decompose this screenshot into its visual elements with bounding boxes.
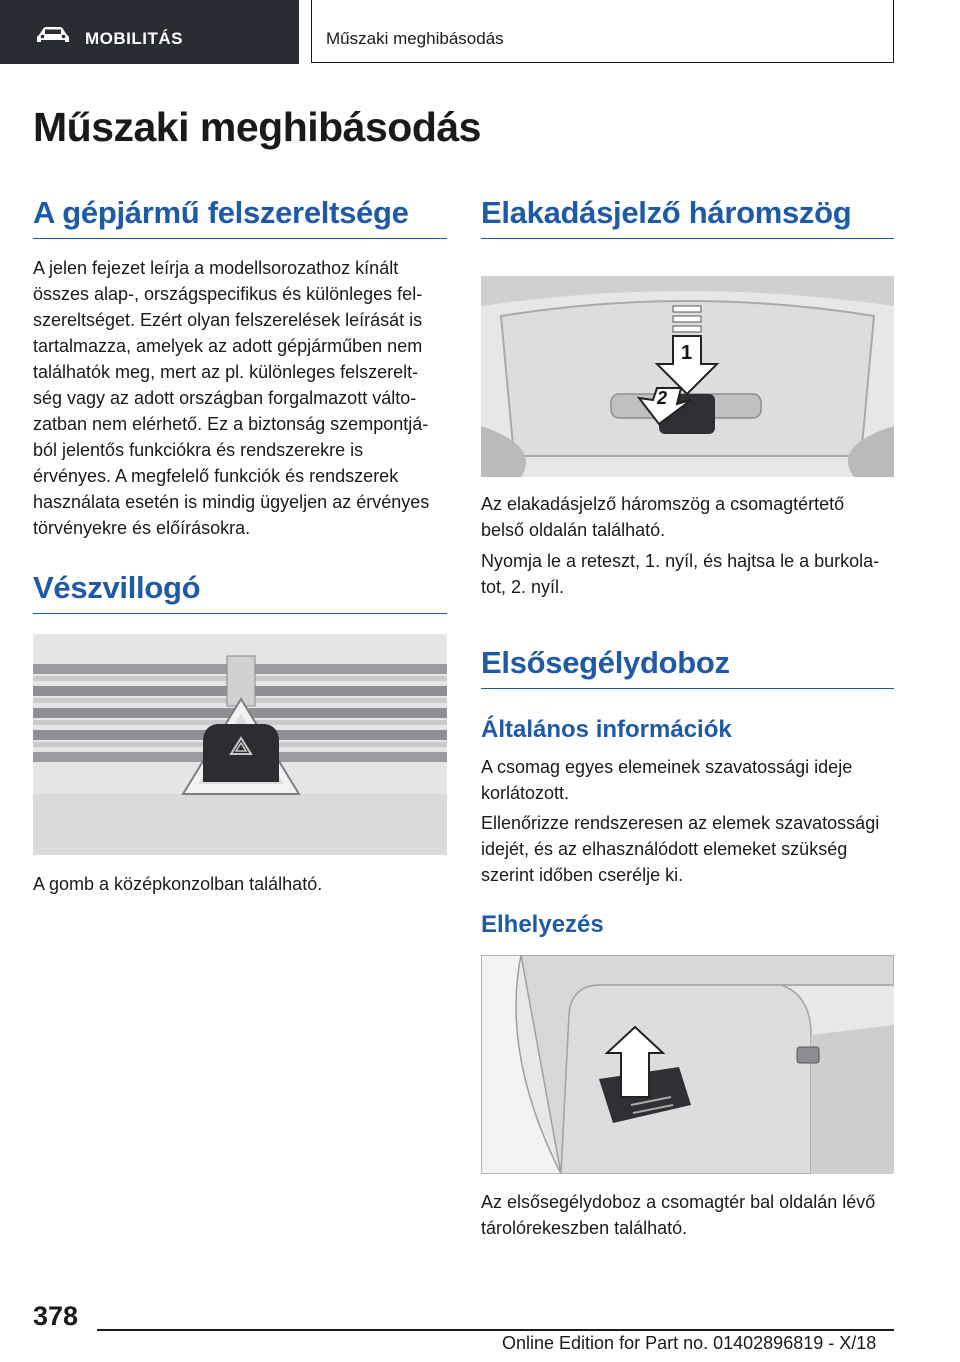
general-info-heading: Általános információk — [481, 716, 732, 743]
general-info-line: korlátozott. — [481, 783, 570, 803]
first-aid-heading: Elsősegélydoboz — [481, 645, 894, 689]
equipment-line: ból jelentős funkciókra és rendszerekre is — [33, 440, 364, 460]
location-caption-line: tárolórekeszben található. — [481, 1218, 688, 1238]
triangle-caption-instructions — [481, 548, 879, 600]
header-title: Műszaki meghibásodás — [326, 29, 504, 48]
equipment-line: érvényes. A megfelelő funkciók és rendszerek — [33, 466, 399, 486]
footer-divider — [97, 1329, 894, 1331]
page-number: 378 — [33, 1301, 79, 1331]
hazard-button-figure — [33, 634, 447, 855]
triangle-caption-line: belső oldalán található. — [481, 520, 666, 540]
header-breadcrumb — [311, 0, 894, 63]
general-info-line: A csomag egyes elemeinek szavatossági ideje — [481, 757, 853, 777]
footer-edition: Online Edition for Part no. 01402896819 - X/18 — [502, 1333, 877, 1353]
hazard-caption-line: A gomb a középkonzolban található. — [33, 874, 323, 894]
equipment-line: összes alap-, országspecifikus és különleges fel- — [33, 284, 423, 304]
equipment-line: tartalmazza, amelyek az adott gépjárműben nem — [33, 336, 423, 356]
equipment-paragraph — [33, 255, 429, 541]
page-title: Műszaki meghibásodás — [33, 104, 481, 150]
equipment-heading: A gépjármű felszereltsége — [33, 195, 447, 239]
equipment-line: találhatók meg, mert az pl. különleges felszerelt- — [33, 362, 419, 382]
general-info-paragraph — [481, 754, 852, 806]
car-icon — [36, 26, 70, 44]
check-line: idejét, és az elhasználódott elemeket szükség — [481, 839, 848, 859]
section-label: MOBILITÁS — [85, 29, 183, 48]
equipment-line: szereltséget. Ezért olyan felszerelések leírását is — [33, 310, 423, 330]
triangle-caption-location — [481, 491, 844, 543]
equipment-line: zatban nem elérhető. Ez a biztonság szempontjá- — [33, 414, 429, 434]
arrow-2-label: 2 — [657, 388, 668, 408]
check-paragraph — [481, 810, 879, 888]
triangle-heading: Elakadásjelző háromszög — [481, 195, 894, 239]
warning-triangle-figure — [481, 276, 894, 477]
equipment-line: használata esetén is mindig ügyeljen az érvényes — [33, 492, 430, 512]
location-caption — [481, 1189, 875, 1241]
triangle-caption-line: tot, 2. nyíl. — [481, 577, 565, 597]
check-line: szerint időben cserélje ki. — [481, 865, 684, 885]
trunk-lid-illustration — [481, 276, 894, 477]
equipment-line: A jelen fejezet leírja a modellsorozathoz kínált — [33, 258, 399, 278]
location-heading: Elhelyezés — [481, 911, 604, 938]
equipment-line: törvényekre és előírásokra. — [33, 518, 251, 538]
location-caption-line: Az elsősegélydoboz a csomagtér bal oldalán lévő — [481, 1192, 876, 1212]
triangle-caption-line: Nyomja le a reteszt, 1. nyíl, és hajtsa le a burkola- — [481, 551, 880, 571]
cargo-area-illustration — [481, 955, 894, 1174]
arrow-1-label: 1 — [681, 342, 693, 364]
equipment-line: ség vagy az adott országban forgalmazott válto- — [33, 388, 417, 408]
triangle-caption-line: Az elakadásjelző háromszög a csomagtértető — [481, 494, 845, 514]
hazard-heading: Vészvillogó — [33, 570, 447, 614]
section-tab[interactable] — [0, 0, 299, 64]
hazard-caption — [33, 871, 322, 897]
check-line: Ellenőrizze rendszeresen az elemek szavatossági — [481, 813, 880, 833]
first-aid-figure — [481, 955, 894, 1174]
hazard-button-illustration — [33, 634, 447, 855]
